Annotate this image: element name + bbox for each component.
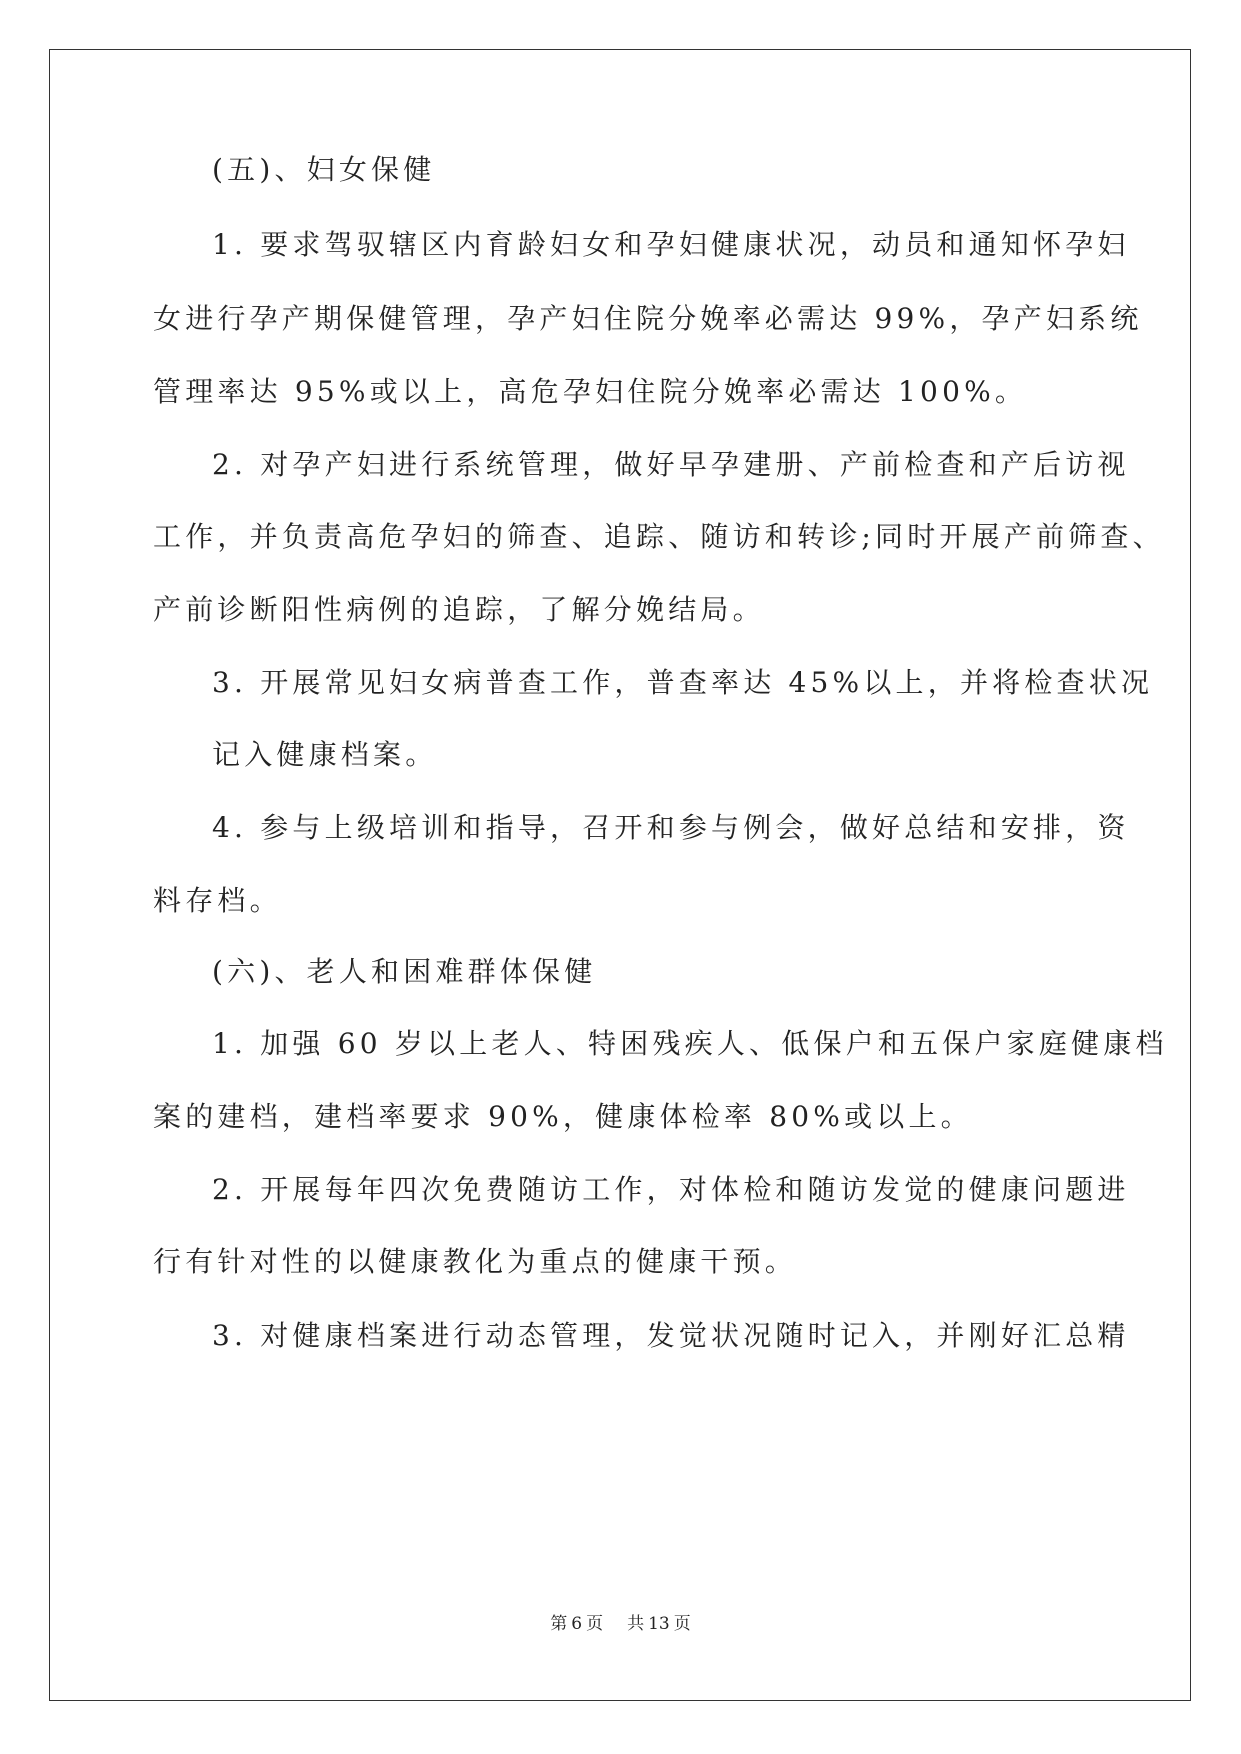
paragraph-line: 工作，并负责高危孕妇的筛查、追踪、随访和转诊;同时开展产前筛查、 <box>153 520 1165 553</box>
paragraph-line: 2. 对孕产妇进行系统管理，做好早孕建册、产前检查和产后访视 <box>212 448 1130 481</box>
section-heading-women-health: (五)、妇女保健 <box>212 153 436 186</box>
footer-total-pages: 13 <box>648 1614 670 1634</box>
footer-page-prefix: 第 <box>550 1614 568 1634</box>
paragraph-line: 案的建档，建档率要求 90%，健康体检率 80%或以上。 <box>153 1100 973 1133</box>
paragraph-line: 产前诊断阳性病例的追踪，了解分娩结局。 <box>153 593 765 626</box>
paragraph-line: 1. 加强 60 岁以上老人、特困残疾人、低保户和五保户家庭健康档 <box>212 1027 1168 1060</box>
page-frame <box>49 49 1191 1701</box>
footer-page-suffix: 页 <box>586 1614 604 1634</box>
paragraph-line: 3. 对健康档案进行动态管理，发觉状况随时记入，并刚好汇总精 <box>212 1319 1130 1352</box>
paragraph-line: 4. 参与上级培训和指导，召开和参与例会，做好总结和安排，资 <box>212 811 1130 844</box>
paragraph-line: 料存档。 <box>153 884 282 917</box>
page-footer <box>0 1613 1241 1635</box>
footer-total-prefix: 共 <box>627 1614 645 1634</box>
paragraph-line: 管理率达 95%或以上，高危孕妇住院分娩率必需达 100%。 <box>153 375 1028 408</box>
paragraph-line: 女进行孕产期保健管理，孕产妇住院分娩率必需达 99%，孕产妇系统 <box>153 302 1143 335</box>
paragraph-line: 行有针对性的以健康教化为重点的健康干预。 <box>153 1245 798 1278</box>
footer-page-number: 6 <box>571 1614 583 1634</box>
paragraph-line: 记入健康档案。 <box>212 738 438 771</box>
section-heading-elderly-health: (六)、老人和困难群体保健 <box>212 955 597 988</box>
paragraph-line: 2. 开展每年四次免费随访工作，对体检和随访发觉的健康问题进 <box>212 1173 1130 1206</box>
paragraph-line: 3. 开展常见妇女病普查工作，普查率达 45%以上，并将检查状况 <box>212 666 1154 699</box>
paragraph-line: 1. 要求驾驭辖区内育龄妇女和孕妇健康状况，动员和通知怀孕妇 <box>212 228 1130 261</box>
footer-total-suffix: 页 <box>673 1614 691 1634</box>
